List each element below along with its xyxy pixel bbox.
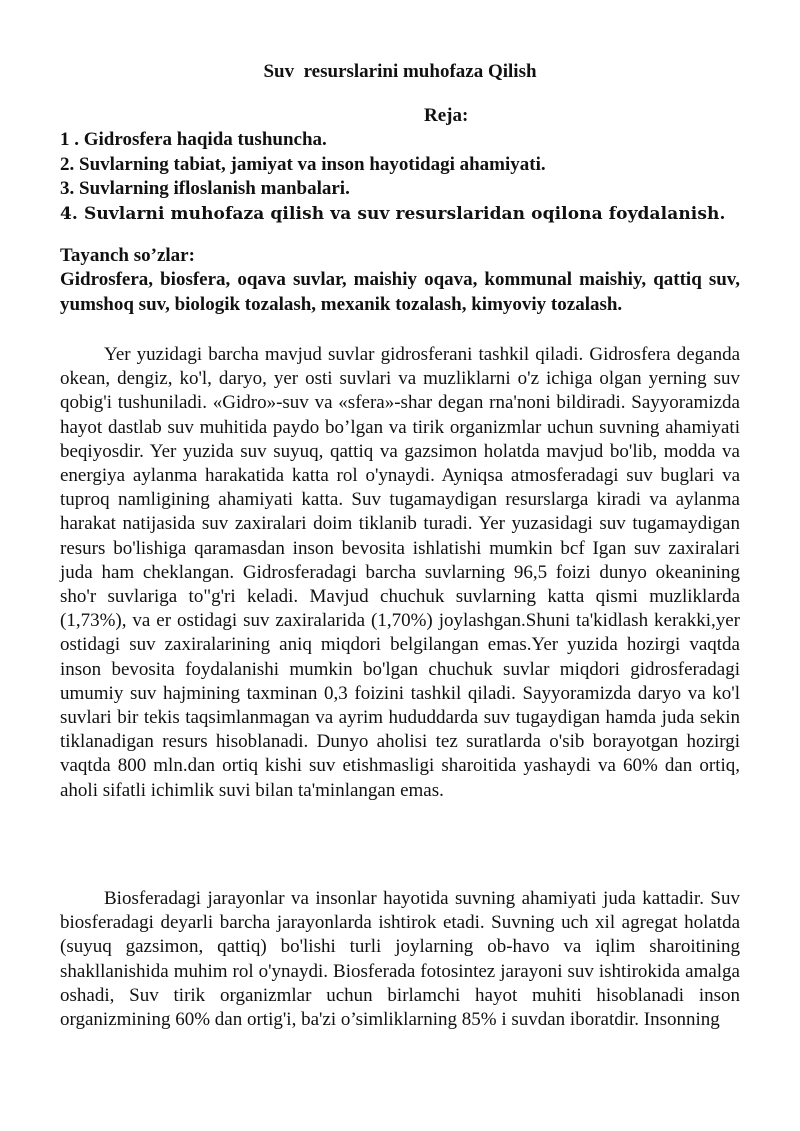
plan-item: 3. Suvlarning ifloslanish manbalari. bbox=[60, 178, 350, 199]
plan-item: 4. Suvlarni muhofaza qilish va suv resurslaridan oqilona foydalanish. bbox=[60, 203, 726, 224]
plan-item: 2. Suvlarning tabiat, jamiyat va inson hayotidagi ahamiyati. bbox=[60, 153, 546, 175]
document-title: Suv resurslarini muhofaza Qilish bbox=[263, 61, 537, 82]
body-paragraph: Biosferadagi jarayonlar va insonlar hayotida suvning ahamiyati juda kattadir. Suv biosferadagi deyarli barcha jarayonlarda ishtirok etadi. Suvning uch xil agregat holatda (suyuq gazsimon, qattiq) bo'lishi turli joylarning ob-havo va iqlim sharoitining shakllanishida muhim rol o'ynaydi. Biosferada fotosintez jarayoni suv ishtirokida amalga oshadi, Suv tirik organizmlar uchun birlamchi hayot muhiti hisoblanadi inson organizmining 60% dan ortig'i, ba'zi o’simliklarning 85% i suvdan iboratdir. Insonning bbox=[60, 888, 740, 1031]
keywords-text: Gidrosfera, biosfera, oqava suvlar, maishiy oqava, kommunal maishiy, qattiq suv, yumshoq suv, biologik tozalash, mexanik tozalash, kimyoviy tozalash. bbox=[60, 269, 740, 315]
keywords-heading: Tayanch so’zlar: bbox=[60, 245, 195, 266]
body-paragraph: Yer yuzidagi barcha mavjud suvlar gidrosferani tashkil qiladi. Gidrosfera deganda okean, dengiz, ko'l, daryo, yer osti suvlari va muzliklarni o'z ichiga olgan yerning suv qobig'i tushuniladi. «Gidro»-suv va «sfera»-shar degan rna'noni bildiradi. Sayyoramizda hayot dastlab suv muhitida paydo bo’lgan va tirik organizmlar uchun suvning ahamiyati beqiyosdir. Yer yuzida suv suyuq, qattiq va gazsimon holatda mavjud bo'lib, modda va energiya aylanma harakatida katta rol o'ynaydi. Ayniqsa atmosferadagi suv buglari va tuproq namligining ahamiyati katta. Suv tugamaydigan resurslarga kiradi va aylanma harakat natijasida suv zaxiralari doim tiklanib turadi. Yer yuzasidagi suv tugamaydigan resurs bo'lishiga qaramasdan inson bevosita ishlatishi mumkin bcf Igan suv zaxiralari juda ham cheklangan. Gidrosferadagi barcha suvlarning 96,5 foizi dunyo okeanining sho'r suvlariga to"g'ri keladi. Mavjud chuchuk suvlarning katta qismi muzliklarda (1,73%), va er ostidagi suv zaxiralarida (1,70%) joylashgan.Shuni ta'kidlash kerakki,yer ostidagi suv zaxiralarining aniq miqdori belgilangan emas.Yer yuzida hozirgi vaqtda inson bevosita foydalanishi mumkin bo'lgan chuchuk suvlar miqdori gidrosferadagi umumiy suv hajmining taxminan 0,3 foizini tashkil qiladi. Sayyoramizda daryo va ko'l suvlari bir tekis taqsimlanmagan va ayrim hududdarda suv tugaydigan hamda juda sekin tiklanadigan resurs hisoblanadi. Dunyo aholisi tez suratlarda o'sib borayotgan hozirgi vaqtda 800 mln.dan ortiq kishi suv etishmasligi sharoitida yashaydi va 60% dan ortiq, aholi sifatli ichimlik suvi bilan ta'minlangan emas. bbox=[60, 344, 740, 801]
plan-item: 1 . Gidrosfera haqida tushuncha. bbox=[60, 129, 327, 150]
plan-heading: Reja: bbox=[424, 105, 469, 126]
plan-list bbox=[60, 128, 750, 226]
